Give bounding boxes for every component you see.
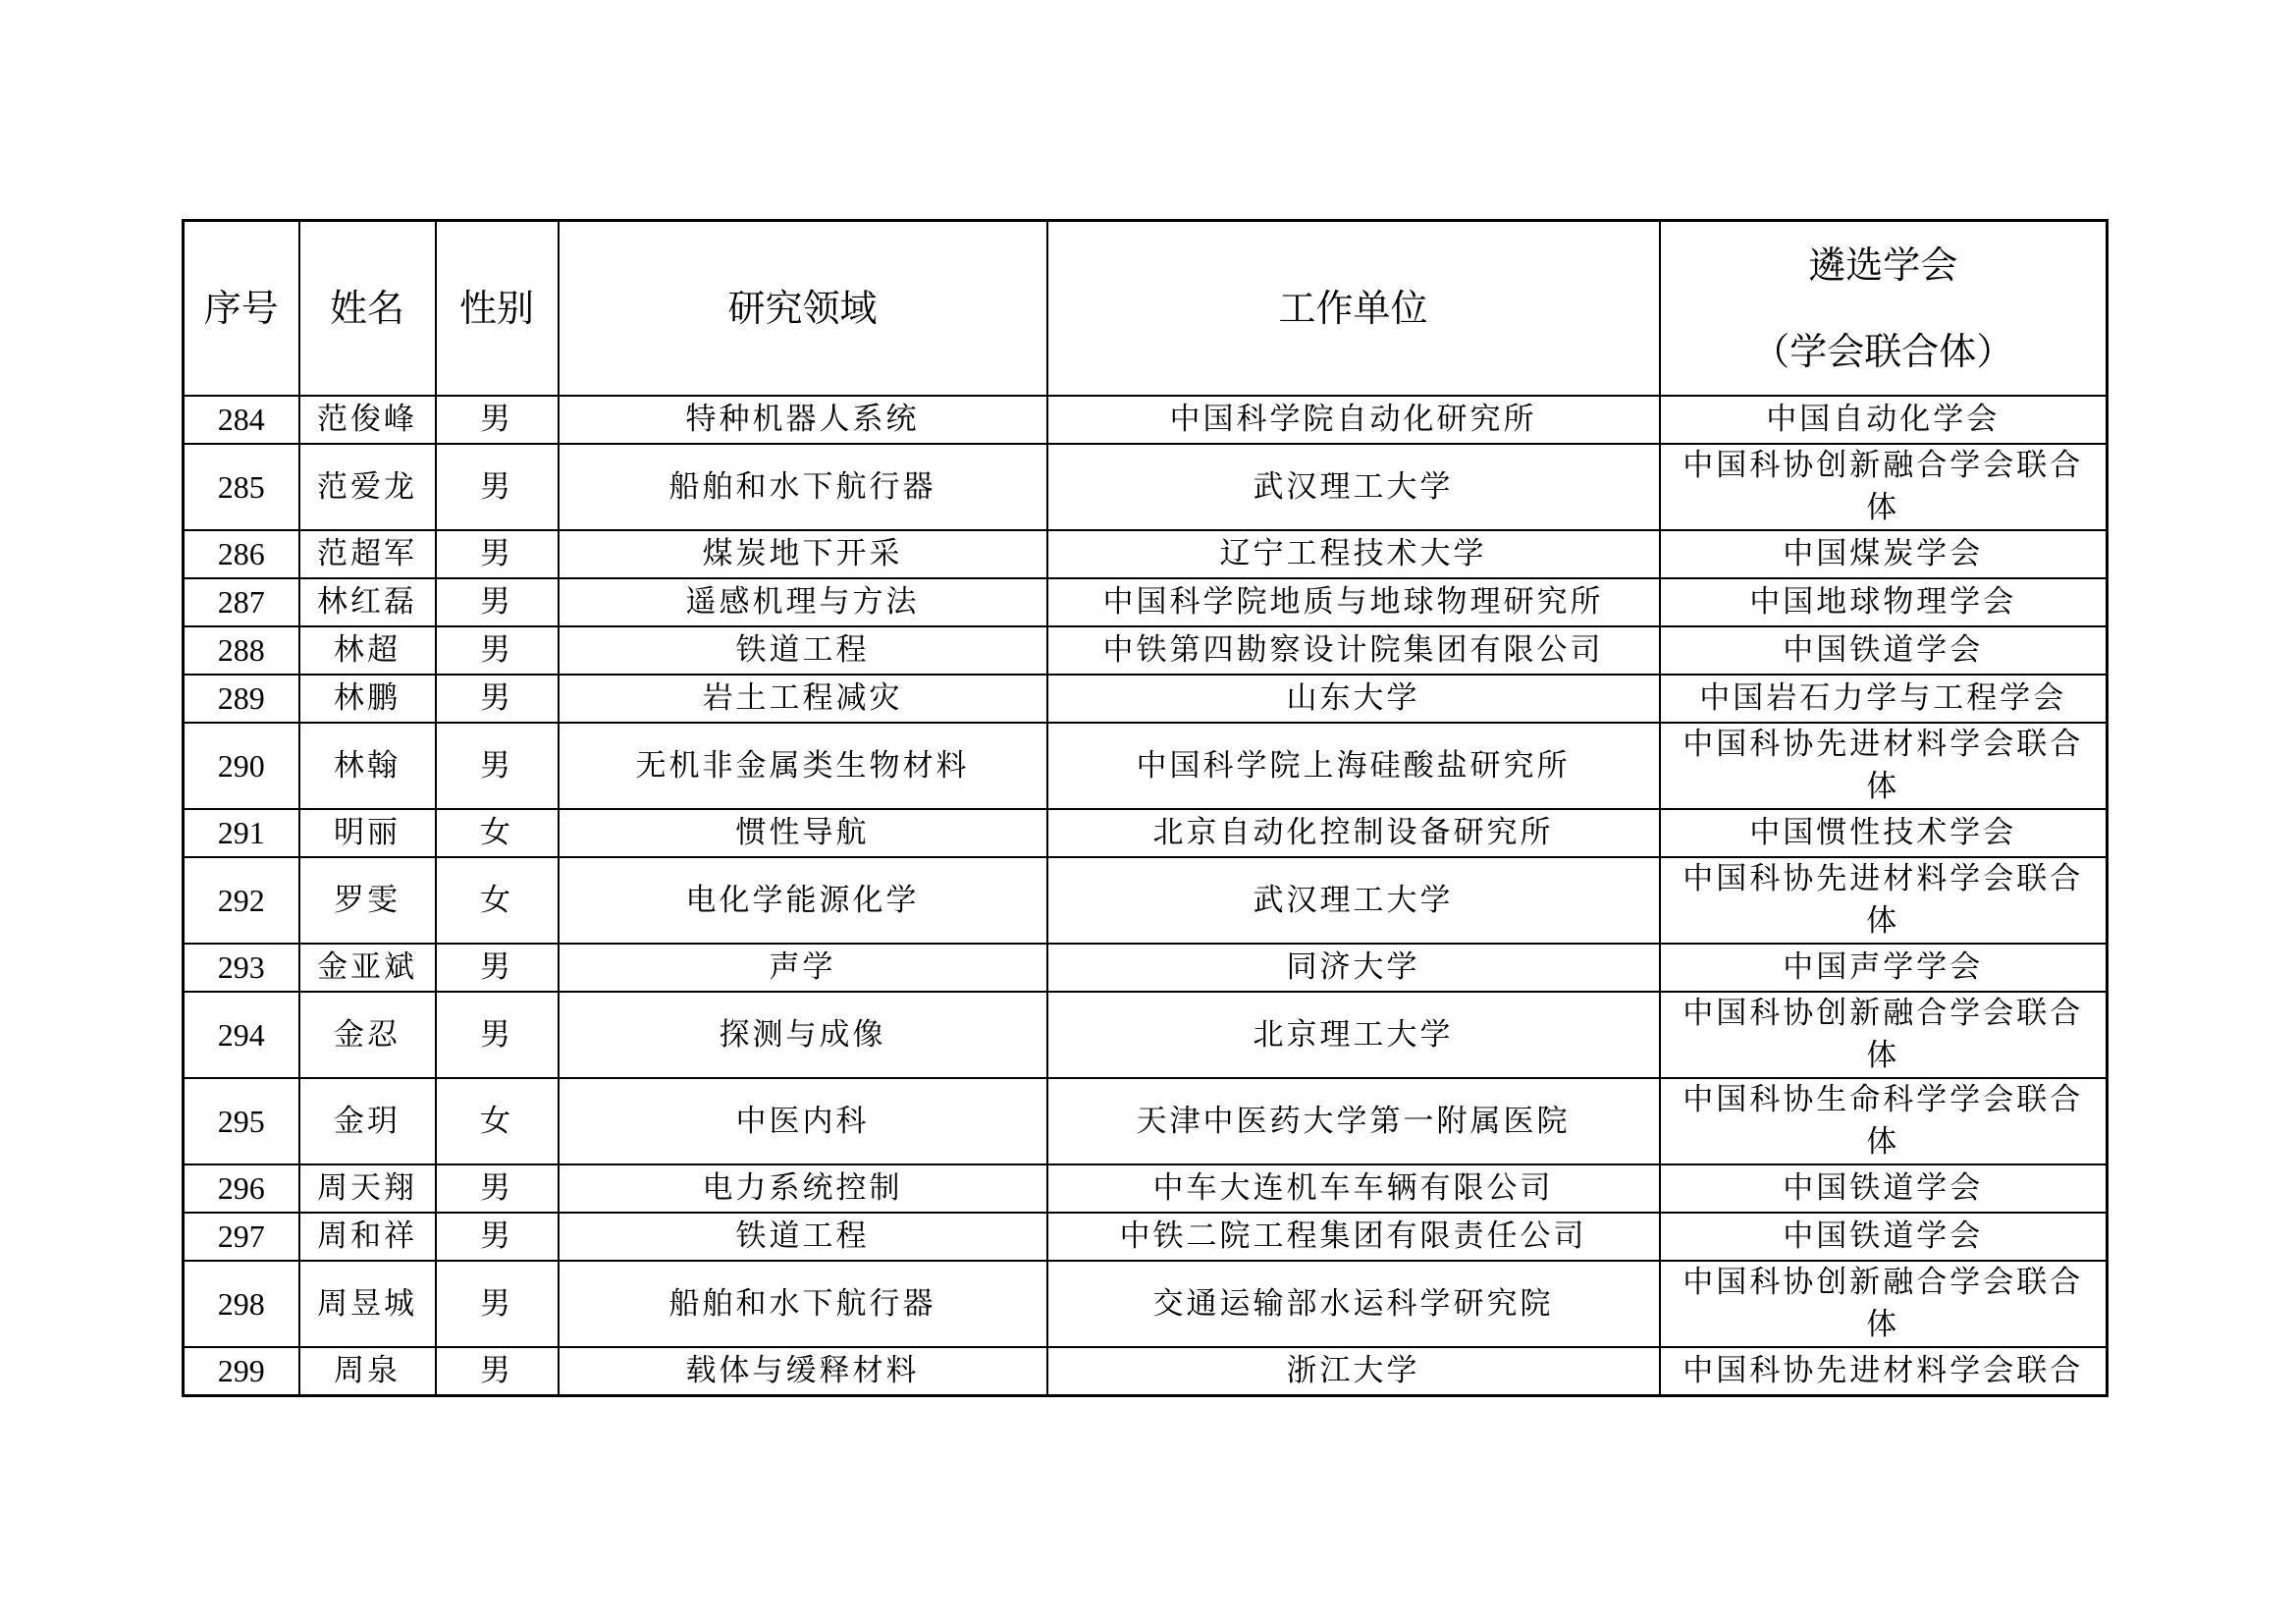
cell-field: 煤炭地下开采 <box>559 530 1047 578</box>
candidate-table <box>182 219 2109 1397</box>
table-row <box>184 1261 2108 1347</box>
cell-society: 中国科协生命科学学会联合体 <box>1660 1078 2108 1164</box>
cell-no: 291 <box>184 809 299 857</box>
cell-unit: 中铁二院工程集团有限责任公司 <box>1047 1213 1660 1261</box>
cell-sex: 女 <box>436 857 559 944</box>
cell-society: 中国科协创新融合学会联合体 <box>1660 992 2108 1078</box>
table-row <box>184 578 2108 626</box>
header-field: 研究领域 <box>559 221 1047 397</box>
cell-field: 声学 <box>559 944 1047 992</box>
cell-name: 金亚斌 <box>299 944 436 992</box>
cell-field: 铁道工程 <box>559 1213 1047 1261</box>
cell-name: 周昱城 <box>299 1261 436 1347</box>
cell-field: 无机非金属类生物材料 <box>559 723 1047 809</box>
cell-no: 284 <box>184 396 299 444</box>
cell-name: 林翰 <box>299 723 436 809</box>
cell-sex: 男 <box>436 675 559 723</box>
cell-field: 遥感机理与方法 <box>559 578 1047 626</box>
cell-no: 286 <box>184 530 299 578</box>
table-row <box>184 396 2108 444</box>
cell-name: 明丽 <box>299 809 436 857</box>
cell-name: 罗雯 <box>299 857 436 944</box>
table-row <box>184 857 2108 944</box>
table-row <box>184 992 2108 1078</box>
cell-society: 中国科协先进材料学会联合体 <box>1660 723 2108 809</box>
cell-unit: 交通运输部水运科学研究院 <box>1047 1261 1660 1347</box>
table-row <box>184 444 2108 530</box>
cell-society: 中国铁道学会 <box>1660 1213 2108 1261</box>
cell-name: 范超军 <box>299 530 436 578</box>
cell-unit: 中国科学院自动化研究所 <box>1047 396 1660 444</box>
cell-field: 岩土工程减灾 <box>559 675 1047 723</box>
table-row <box>184 1164 2108 1213</box>
cell-society: 中国科协创新融合学会联合体 <box>1660 1261 2108 1347</box>
cell-field: 船舶和水下航行器 <box>559 444 1047 530</box>
header-society <box>1660 221 2108 397</box>
cell-name: 林红磊 <box>299 578 436 626</box>
cell-sex: 女 <box>436 809 559 857</box>
cell-society: 中国声学学会 <box>1660 944 2108 992</box>
cell-unit: 中国科学院上海硅酸盐研究所 <box>1047 723 1660 809</box>
cell-unit: 北京理工大学 <box>1047 992 1660 1078</box>
cell-unit: 北京自动化控制设备研究所 <box>1047 809 1660 857</box>
table-row <box>184 675 2108 723</box>
cell-unit: 天津中医药大学第一附属医院 <box>1047 1078 1660 1164</box>
cell-no: 297 <box>184 1213 299 1261</box>
header-name: 姓名 <box>299 221 436 397</box>
cell-no: 287 <box>184 578 299 626</box>
cell-society: 中国地球物理学会 <box>1660 578 2108 626</box>
header-no: 序号 <box>184 221 299 397</box>
cell-society: 中国科协先进材料学会联合体 <box>1660 857 2108 944</box>
cell-field: 铁道工程 <box>559 626 1047 675</box>
cell-field: 电力系统控制 <box>559 1164 1047 1213</box>
cell-sex: 男 <box>436 1347 559 1396</box>
header-society-line1: 遴选学会 <box>1808 244 1958 287</box>
cell-name: 林超 <box>299 626 436 675</box>
cell-no: 294 <box>184 992 299 1078</box>
cell-sex: 男 <box>436 578 559 626</box>
cell-name: 范爱龙 <box>299 444 436 530</box>
table-row <box>184 530 2108 578</box>
cell-no: 295 <box>184 1078 299 1164</box>
table-row <box>184 1213 2108 1261</box>
cell-field: 特种机器人系统 <box>559 396 1047 444</box>
cell-name: 金忍 <box>299 992 436 1078</box>
cell-society: 中国铁道学会 <box>1660 1164 2108 1213</box>
cell-unit: 辽宁工程技术大学 <box>1047 530 1660 578</box>
table-body <box>184 396 2108 1396</box>
cell-sex: 男 <box>436 992 559 1078</box>
cell-no: 299 <box>184 1347 299 1396</box>
cell-no: 298 <box>184 1261 299 1347</box>
cell-unit: 中铁第四勘察设计院集团有限公司 <box>1047 626 1660 675</box>
cell-society: 中国铁道学会 <box>1660 626 2108 675</box>
cell-no: 288 <box>184 626 299 675</box>
cell-no: 285 <box>184 444 299 530</box>
table-row <box>184 1347 2108 1396</box>
cell-name: 周泉 <box>299 1347 436 1396</box>
cell-name: 金玥 <box>299 1078 436 1164</box>
cell-sex: 男 <box>436 396 559 444</box>
header-sex: 性别 <box>436 221 559 397</box>
table-row <box>184 1078 2108 1164</box>
cell-field: 中医内科 <box>559 1078 1047 1164</box>
cell-sex: 男 <box>436 723 559 809</box>
cell-sex: 男 <box>436 530 559 578</box>
cell-unit: 中车大连机车车辆有限公司 <box>1047 1164 1660 1213</box>
cell-sex: 男 <box>436 1213 559 1261</box>
cell-unit: 武汉理工大学 <box>1047 857 1660 944</box>
cell-name: 范俊峰 <box>299 396 436 444</box>
table-row <box>184 809 2108 857</box>
cell-field: 探测与成像 <box>559 992 1047 1078</box>
cell-name: 周和祥 <box>299 1213 436 1261</box>
cell-society: 中国岩石力学与工程学会 <box>1660 675 2108 723</box>
cell-field: 惯性导航 <box>559 809 1047 857</box>
cell-society: 中国惯性技术学会 <box>1660 809 2108 857</box>
cell-field: 载体与缓释材料 <box>559 1347 1047 1396</box>
cell-name: 周天翔 <box>299 1164 436 1213</box>
cell-unit: 山东大学 <box>1047 675 1660 723</box>
cell-no: 293 <box>184 944 299 992</box>
cell-sex: 男 <box>436 626 559 675</box>
cell-no: 292 <box>184 857 299 944</box>
cell-society: 中国煤炭学会 <box>1660 530 2108 578</box>
cell-unit: 武汉理工大学 <box>1047 444 1660 530</box>
cell-society: 中国科协创新融合学会联合体 <box>1660 444 2108 530</box>
table-row <box>184 944 2108 992</box>
cell-name: 林鹏 <box>299 675 436 723</box>
cell-sex: 男 <box>436 444 559 530</box>
cell-sex: 男 <box>436 1164 559 1213</box>
table-row <box>184 626 2108 675</box>
cell-sex: 男 <box>436 944 559 992</box>
cell-no: 289 <box>184 675 299 723</box>
header-unit: 工作单位 <box>1047 221 1660 397</box>
cell-sex: 女 <box>436 1078 559 1164</box>
table-header <box>184 221 2108 397</box>
header-society-line2: （学会联合体） <box>1752 330 2014 373</box>
header-row <box>184 221 2108 397</box>
cell-no: 290 <box>184 723 299 809</box>
cell-field: 电化学能源化学 <box>559 857 1047 944</box>
cell-field: 船舶和水下航行器 <box>559 1261 1047 1347</box>
cell-sex: 男 <box>436 1261 559 1347</box>
cell-unit: 浙江大学 <box>1047 1347 1660 1396</box>
cell-society: 中国自动化学会 <box>1660 396 2108 444</box>
cell-unit: 中国科学院地质与地球物理研究所 <box>1047 578 1660 626</box>
cell-society: 中国科协先进材料学会联合 <box>1660 1347 2108 1396</box>
table-row <box>184 723 2108 809</box>
cell-unit: 同济大学 <box>1047 944 1660 992</box>
cell-no: 296 <box>184 1164 299 1213</box>
